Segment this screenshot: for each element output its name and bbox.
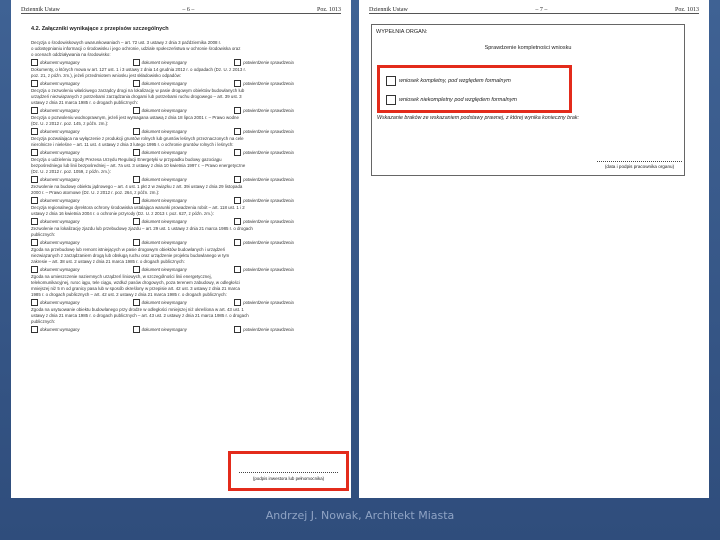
checkbox-required[interactable]: [31, 59, 38, 66]
completeness-options-frame: [377, 65, 572, 113]
option-confirm[interactable]: [234, 197, 336, 204]
checkbox-confirm[interactable]: [234, 59, 241, 66]
option-not-required[interactable]: [133, 266, 235, 273]
option-confirm[interactable]: [234, 218, 336, 225]
filled-by-label: WYPEŁNIA ORGAN:: [376, 29, 428, 35]
option-not-required-label: dokument niewymagany: [141, 326, 187, 332]
checkbox-not-required[interactable]: [133, 266, 140, 273]
option-incomplete[interactable]: [386, 95, 517, 105]
option-confirm-label: potwierdzenie sprawdzenia: [243, 218, 294, 224]
option-not-required[interactable]: [133, 128, 235, 135]
document-options-row: [31, 58, 339, 67]
option-confirm-label: potwierdzenie sprawdzenia: [243, 326, 294, 332]
paragraph-line: nierolnicze i nieleśne – art. 11 ust. 4 ustawy z dnia 3 lutego 1995 r. o ochronie gruntów rolnych i leśnych:: [31, 142, 234, 147]
paragraph-line: (Dz. U. z 2012 r. poz. 145, z późn. zm.):: [31, 121, 109, 126]
option-confirm-label: potwierdzenie sprawdzenia: [243, 59, 294, 65]
page-header: [369, 2, 699, 14]
option-required[interactable]: [31, 239, 133, 246]
option-confirm-label: potwierdzenie sprawdzenia: [243, 299, 294, 305]
document-options-row: [31, 325, 339, 334]
checkbox-confirm[interactable]: [234, 107, 241, 114]
option-complete-label: wniosek kompletny, pod względem formalnym: [399, 78, 511, 84]
option-not-required[interactable]: [133, 80, 235, 87]
paragraph-line: Decyzja o udzieleniu zgody Prezesa Urzędu Regulacji Energetyki w przypadku budowy gazociągu: [31, 157, 222, 162]
checkbox-required[interactable]: [31, 266, 38, 273]
paragraph-line: Zezwolenie na budowę obiektu jądrowego – art. 4 ust. 1 pkt 2 w związku z art. 39i ustawy z dnia 29 listopada: [31, 184, 243, 189]
header-page-number: – 7 –: [535, 7, 548, 13]
option-required-label: dokument wymagany: [40, 197, 80, 203]
option-confirm-label: potwierdzenie sprawdzenia: [243, 128, 294, 134]
checkbox-complete[interactable]: [386, 76, 396, 86]
document-options-row: [31, 238, 339, 247]
option-required[interactable]: [31, 128, 133, 135]
paragraph-line: Decyzja regionalnego dyrektora ochrony środowiska ustalająca warunki prowadzenia robót – art. 118 ust. 1 i 2: [31, 205, 245, 210]
option-required[interactable]: [31, 149, 133, 156]
paragraph-line: niezwiązanych z zarządzaniem drogą lub obsługą ruchu oraz urządzenie projektu budowlanego w tym: [31, 253, 230, 258]
option-not-required[interactable]: [133, 197, 235, 204]
checkbox-required[interactable]: [31, 128, 38, 135]
paragraph-line: ustawy z dnia 16 kwietnia 2004 r. o ochronie przyrody (Dz. U. z 2013 r. poz. 627, z późn. zm.):: [31, 211, 214, 216]
option-required-label: dokument wymagany: [40, 239, 80, 245]
option-not-required[interactable]: [133, 59, 235, 66]
paragraph-line: Zgoda na usytuowanie obiektu budowlanego przy drodze w odległości mniejszej niż określona w art. 43 ust. 1: [31, 307, 244, 312]
option-not-required-label: dokument niewymagany: [141, 107, 187, 113]
checkbox-required[interactable]: [31, 80, 38, 87]
option-not-required[interactable]: [133, 149, 235, 156]
applicant-signature-frame: [228, 451, 349, 491]
document-options-row: [31, 106, 339, 115]
paragraph-line: ustawy z dnia 21 marca 1985 r. o drogach publicznych:: [31, 100, 138, 105]
option-required-label: dokument wymagany: [40, 107, 80, 113]
option-confirm[interactable]: [234, 176, 336, 183]
paragraph-line: poz. 21, z późn. zm.), jeżeli przedmiotem wniosku jest składowisko odpadów:: [31, 73, 182, 78]
option-confirm[interactable]: [234, 239, 336, 246]
option-complete[interactable]: [386, 76, 511, 86]
deficiency-note: Wskazanie braków ze wskazaniem podstawy prawnej, z której wynika konieczny brak:: [377, 115, 579, 121]
paragraph-line: (Dz. U. z 2012 r. poz. 1059, z późn. zm.):: [31, 169, 111, 174]
paragraph-line: Dokumenty, o których mowa w art. 127 ust. 1 i 3 ustawy z dnia 14 grudnia 2012 r. o odpadach (Dz. U. z 2013 r.: [31, 67, 246, 72]
header-position: Poz. 1013: [674, 7, 699, 13]
checkbox-confirm[interactable]: [234, 128, 241, 135]
checkbox-required[interactable]: [31, 149, 38, 156]
option-confirm[interactable]: [234, 128, 336, 135]
document-options-row: [31, 196, 339, 205]
option-confirm[interactable]: [234, 80, 336, 87]
option-confirm-label: potwierdzenie sprawdzenia: [243, 197, 294, 203]
checkbox-confirm[interactable]: [234, 197, 241, 204]
option-not-required-label: dokument niewymagany: [141, 197, 187, 203]
checkbox-confirm[interactable]: [234, 266, 241, 273]
option-required[interactable]: [31, 80, 133, 87]
checkbox-confirm[interactable]: [234, 149, 241, 156]
checkbox-required[interactable]: [31, 176, 38, 183]
checkbox-not-required[interactable]: [133, 326, 140, 333]
option-required-label: dokument wymagany: [40, 59, 80, 65]
paragraph-line: Decyzja o środowiskowych uwarunkowaniach – art. 72 ust. 3 ustawy z dnia 3 października 2008 r.: [31, 40, 222, 45]
option-not-required[interactable]: [133, 218, 235, 225]
option-confirm[interactable]: [234, 59, 336, 66]
option-required[interactable]: [31, 176, 133, 183]
checkbox-not-required[interactable]: [133, 80, 140, 87]
checkbox-confirm[interactable]: [234, 218, 241, 225]
option-required[interactable]: [31, 266, 133, 273]
option-required-label: dokument wymagany: [40, 266, 80, 272]
paragraph-line: Zgoda na umieszczenie naziemnych urządzeń liniowych, w szczególności linii energetycznej,: [31, 274, 212, 279]
option-not-required-label: dokument niewymagany: [141, 80, 187, 86]
option-confirm[interactable]: [234, 299, 336, 306]
header-page-number: – 6 –: [182, 7, 195, 13]
option-not-required[interactable]: [133, 299, 235, 306]
paragraph-line: Decyzja o zezwoleniu właściwego zarządcy drogi na lokalizację w pasie drogowym obiektów budowlanych lub: [31, 88, 245, 93]
document-options-row: [31, 175, 339, 184]
option-not-required-label: dokument niewymagany: [141, 59, 187, 65]
paragraph-line: Decyzja pozwalająca na wyłączenie z produkcji gruntów rolnych lub gruntów leśnych przeznaczonych na cele: [31, 136, 244, 141]
checkbox-not-required[interactable]: [133, 176, 140, 183]
option-not-required-label: dokument niewymagany: [141, 218, 187, 224]
checkbox-not-required[interactable]: [133, 239, 140, 246]
option-required-label: dokument wymagany: [40, 80, 80, 86]
authority-signature-caption: (data i podpis pracownika organu): [604, 164, 675, 169]
header-journal: Dziennik Ustaw: [21, 7, 60, 13]
checkbox-not-required[interactable]: [133, 149, 140, 156]
option-confirm-label: potwierdzenie sprawdzenia: [243, 176, 294, 182]
option-required-label: dokument wymagany: [40, 326, 80, 332]
option-required[interactable]: [31, 218, 133, 225]
paragraph-line: Decyzja o pozwoleniu wodnoprawnym, jeżeli jest wymagana ustawą z dnia 18 lipca 2001 r. – Prawo wodne: [31, 115, 239, 120]
checkbox-required[interactable]: [31, 326, 38, 333]
authority-section: [371, 24, 685, 176]
option-required-label: dokument wymagany: [40, 176, 80, 182]
document-options-row: [31, 79, 339, 88]
option-not-required-label: dokument niewymagany: [141, 176, 187, 182]
paragraph-line: urządzeń niezwiązanych z potrzebami zarządzania drogami lub potrzebami ruchu drogowego – art. 39 ust. 3: [31, 94, 242, 99]
authority-signature-line: [597, 161, 682, 162]
option-confirm-label: potwierdzenie sprawdzenia: [243, 80, 294, 86]
option-confirm-label: potwierdzenie sprawdzenia: [243, 266, 294, 272]
option-not-required[interactable]: [133, 326, 235, 333]
option-required[interactable]: [31, 299, 133, 306]
option-required-label: dokument wymagany: [40, 128, 80, 134]
checkbox-required[interactable]: [31, 218, 38, 225]
paragraph-line: 1985 r. o drogach publicznych – art. 42 ust. 2 ustawy z dnia 21 marca 1985 r. o drogach publicznych:: [31, 292, 227, 297]
option-not-required-label: dokument niewymagany: [141, 266, 187, 272]
option-not-required-label: dokument niewymagany: [141, 128, 187, 134]
option-confirm[interactable]: [234, 107, 336, 114]
page-header: [21, 2, 341, 14]
checkbox-not-required[interactable]: [133, 59, 140, 66]
checkbox-not-required[interactable]: [133, 218, 140, 225]
option-not-required[interactable]: [133, 107, 235, 114]
section-title: 4.2. Załączniki wynikające z przepisów szczególnych: [31, 26, 169, 32]
option-required[interactable]: [31, 107, 133, 114]
paragraph-line: mniejszej niż 5 m od granicy pasa lub w sposób określony w przepisie art. 42 ust. 3 ustawy z dnia 21 marca: [31, 286, 240, 291]
option-required[interactable]: [31, 326, 133, 333]
document-options-row: [31, 217, 339, 226]
checkbox-confirm[interactable]: [234, 176, 241, 183]
document-options-row: [31, 265, 339, 274]
header-position: Poz. 1013: [316, 7, 341, 13]
document-options-row: [31, 298, 339, 307]
checkbox-confirm[interactable]: [234, 299, 241, 306]
document-options-row: [31, 148, 339, 157]
paragraph-line: Zezwolenie na lokalizację zjazdu lub przebudowę zjazdu – art. 29 ust. 1 ustawy z dnia 21 marca 1985 r. o drogach: [31, 226, 253, 231]
option-confirm-label: potwierdzenie sprawdzenia: [243, 239, 294, 245]
option-not-required[interactable]: [133, 176, 235, 183]
document-page-left: [11, 0, 351, 498]
paragraph-line: ustawy z dnia 21 marca 1985 r. o drogach publicznych – art. 43 ust. 2 ustawy z dnia 21 marca 1985 r. o drogach: [31, 313, 249, 318]
option-confirm[interactable]: [234, 149, 336, 156]
option-not-required-label: dokument niewymagany: [141, 149, 187, 155]
option-required-label: dokument wymagany: [40, 299, 80, 305]
checkbox-required[interactable]: [31, 197, 38, 204]
checkbox-incomplete[interactable]: [386, 95, 396, 105]
option-confirm[interactable]: [234, 266, 336, 273]
paragraph-line: 2000 r. – Prawo atomowe (Dz. U. z 2012 r. poz. 264, z późn. zm.):: [31, 190, 160, 195]
option-not-required-label: dokument niewymagany: [141, 299, 187, 305]
paragraph-line: zakresie – art. 38 ust. 2 ustawy z dnia 21 marca 1985 r. o drogach publicznych:: [31, 259, 185, 264]
document-options-row: [31, 127, 339, 136]
option-confirm-label: potwierdzenie sprawdzenia: [243, 149, 294, 155]
paragraph-line: publicznych:: [31, 232, 56, 237]
checkbox-not-required[interactable]: [133, 197, 140, 204]
checkbox-confirm[interactable]: [234, 239, 241, 246]
paragraph-line: o udostępnianiu informacji o środowisku i jego ochronie, udziale społeczeństwa w ochronie środowiska oraz: [31, 46, 241, 51]
paragraph-line: publicznych:: [31, 319, 56, 324]
checkbox-required[interactable]: [31, 107, 38, 114]
paragraph-line: telekomunikacyjnej, ruroc iągu, tele ciągu, wzdłuż pasów drogowych, poza terenem zabudowy, w odległości: [31, 280, 240, 285]
option-required-label: dokument wymagany: [40, 149, 80, 155]
header-journal: Dziennik Ustaw: [369, 7, 408, 13]
option-not-required[interactable]: [133, 239, 235, 246]
signature-caption: (podpis inwestora lub pełnomocnika): [252, 476, 325, 481]
completeness-title: Sprawdzenie kompletności wniosku: [484, 45, 572, 51]
option-required-label: dokument wymagany: [40, 218, 80, 224]
document-page-right: [359, 0, 709, 498]
option-incomplete-label: wniosek niekompletny pod względem formalnym: [399, 97, 517, 103]
signature-line: [239, 472, 338, 473]
checkbox-confirm[interactable]: [234, 326, 241, 333]
option-not-required-label: dokument niewymagany: [141, 239, 187, 245]
paragraph-line: Zgoda na przebudowę lub remont istniejących w pasie drogowym obiektów budowlanych i urządzeń: [31, 247, 226, 252]
option-confirm[interactable]: [234, 326, 336, 333]
checkbox-required[interactable]: [31, 239, 38, 246]
slide-footer: Andrzej J. Nowak, Architekt Miasta: [265, 509, 455, 522]
checkbox-not-required[interactable]: [133, 128, 140, 135]
document-body: [31, 40, 339, 334]
checkbox-confirm[interactable]: [234, 80, 241, 87]
paragraph-line: bezpośredniego lub linii bezpośredniej – art. 7a ust. 3 ustawy z dnia 10 kwietnia 1997 r. – Prawo energetyczne: [31, 163, 246, 168]
option-required[interactable]: [31, 59, 133, 66]
checkbox-required[interactable]: [31, 299, 38, 306]
paragraph-line: o ocenach oddziaływania na środowisko:: [31, 52, 111, 57]
checkbox-not-required[interactable]: [133, 107, 140, 114]
option-required[interactable]: [31, 197, 133, 204]
option-confirm-label: potwierdzenie sprawdzenia: [243, 107, 294, 113]
checkbox-not-required[interactable]: [133, 299, 140, 306]
